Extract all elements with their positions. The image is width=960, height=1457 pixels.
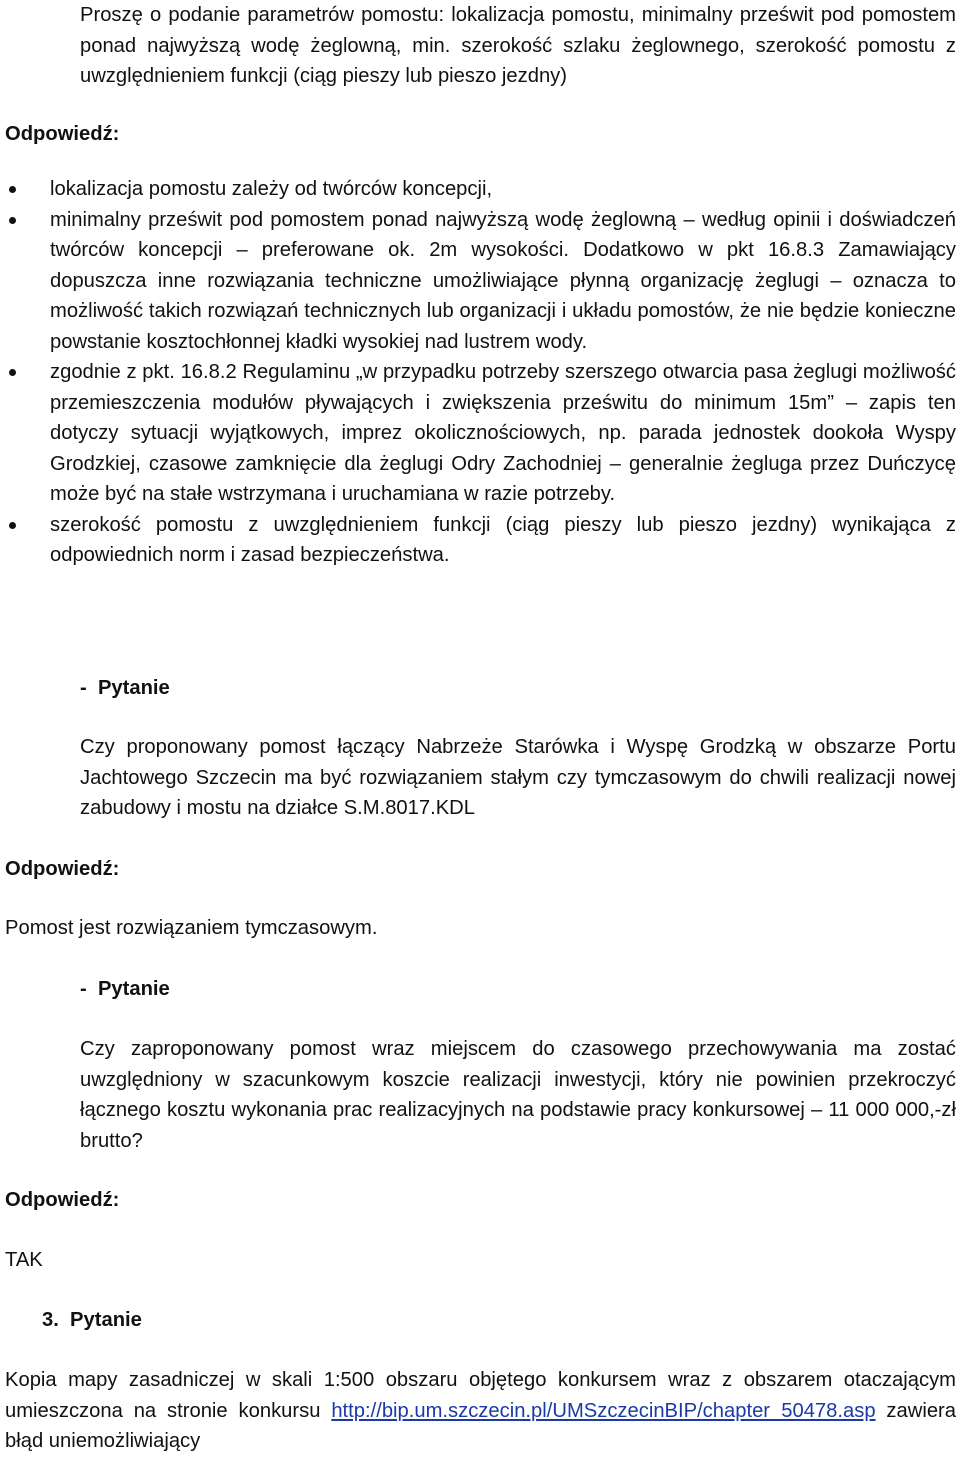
answer-label: Odpowiedź:	[5, 858, 120, 880]
answer-label: Odpowiedź:	[5, 123, 120, 145]
answer-bullet-list	[0, 174, 960, 571]
question-text-end: zawiera błąd uniemożliwiający	[5, 1399, 956, 1452]
contest-page-link[interactable]: http://bip.um.szczecin.pl/UMSzczecinBIP/chapter_50478.asp	[331, 1399, 876, 1422]
question-text	[5, 1365, 956, 1457]
question-heading: 3. Pytanie	[42, 1309, 142, 1331]
question-text: Czy proponowany pomost łączący Nabrzeże Starówka i Wyspę Grodzką w obszarze Portu Jachtowego Szczecin ma być rozwiązaniem stałym czy tymczasowym do chwili realizacji nowej zabudowy i mostu na działce S.M.8017.KDL	[80, 736, 956, 819]
bullet-item: minimalny prześwit pod pomostem ponad najwyższą wodę żeglowną – według opinii i doświadczeń twórców koncepcji – preferowane ok. 2m wysokości. Dodatkowo w pkt 16.8.3 Zamawiający dopuszcza inne rozwiązania techniczne umożliwiające płynną organizację żeglugi – oznacza to możliwość takich rozwiązań technicznych lub organizacji i układu pomostów, że nie będzie konieczne powstanie kosztochłonnej kładki wysokiej nad lustrem wody.	[0, 205, 956, 358]
answer-label: Odpowiedź:	[5, 1189, 120, 1211]
answer-text: TAK	[5, 1249, 43, 1271]
intro-question: Proszę o podanie parametrów pomostu: lokalizacja pomostu, minimalny prześwit pod pomostem ponad najwyższą wodę żeglowną, min. szerokość szlaku żeglownego, szerokość pomostu z uwzględnieniem funkcji (ciąg pieszy lub pieszo jezdny)	[80, 4, 956, 87]
question-text: Czy zaproponowany pomost wraz miejscem do czasowego przechowywania ma zostać uwzględniony w szacunkowym koszcie realizacji inwestycji, który nie powinien przekroczyć łącznego kosztu wykonania prac realizacyjnych na podstawie pracy konkursowej – 11 000 000,-zł brutto?	[80, 1038, 956, 1152]
question-heading: - Pytanie	[80, 677, 170, 699]
bullet-item: szerokość pomostu z uwzględnieniem funkcji (ciąg pieszy lub pieszo jezdny) wynikająca z odpowiednich norm i zasad bezpieczeństwa.	[0, 510, 956, 571]
bullet-item: zgodnie z pkt. 16.8.2 Regulaminu „w przypadku potrzeby szerszego otwarcia pasa żeglugi możliwość przemieszczenia modułów pływających i zwiększenia prześwitu do minimum 15m” – zapis ten dotyczy sytuacji wyjątkowych, imprez okolicznościowych, np. parada jednostek dookoła Wyspy Grodzkiej, czasowe zamknięcie dla żeglugi Odry Zachodniej – generalnie żegluga przez Duńczycę może być na stałe wstrzymana i uruchamiana w razie potrzeby.	[0, 357, 956, 510]
bullet-item: lokalizacja pomostu zależy od twórców koncepcji,	[0, 174, 956, 205]
answer-text: Pomost jest rozwiązaniem tymczasowym.	[5, 917, 378, 939]
question-heading: - Pytanie	[80, 978, 170, 1000]
question-text-start: Kopia mapy zasadniczej w skali 1:500 obszaru objętego konkursem wraz z obszarem otaczającym umieszczona na stronie konkursu	[5, 1369, 956, 1422]
